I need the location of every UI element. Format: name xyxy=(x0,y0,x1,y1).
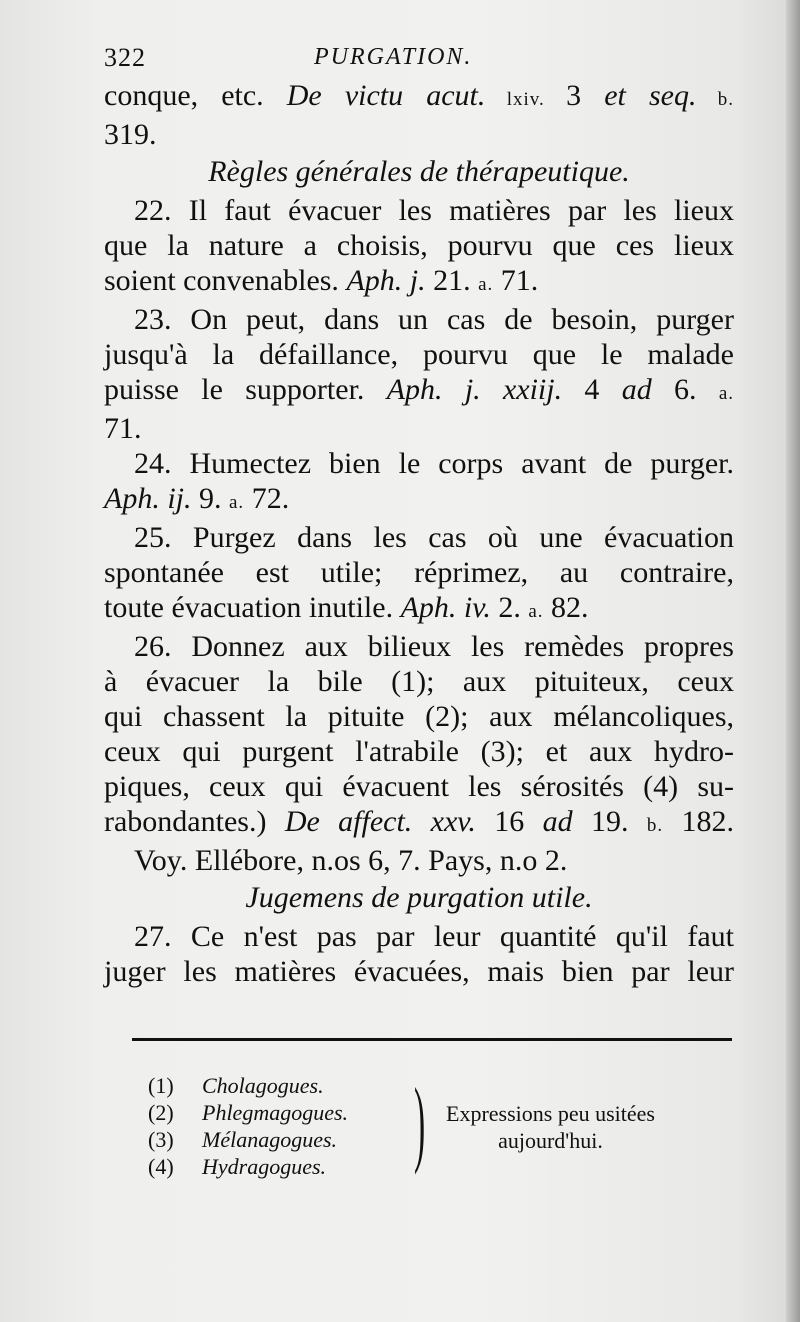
paragraph-26-line: ceux qui purgent l'atrabile (3); et aux hydro- xyxy=(104,735,734,768)
section-heading: Jugemens de purgation utile. xyxy=(245,881,593,914)
paragraph-23-line: 23. On peut, dans un cas de besoin, purger xyxy=(134,303,734,336)
page-edge-shadow xyxy=(786,0,800,1322)
paragraph-26-line: à évacuer la bile (1); aux pituiteux, ceux xyxy=(104,665,734,698)
paragraph-22-line: que la nature a choisis, pourvu que ces lieux xyxy=(104,229,734,262)
paragraph-22-line: soient convenables. Aph. j. 21. a. 71. xyxy=(104,264,539,297)
footnote-rule xyxy=(132,1038,732,1041)
paragraph-27-line: juger les matières évacuées, mais bien par leur xyxy=(104,955,734,988)
paragraph-26-line: 26. Donnez aux bilieux les remèdes propres xyxy=(134,630,734,663)
paragraph-25-line: toute évacuation inutile. Aph. iv. 2. a. 82. xyxy=(104,591,589,624)
footnote-item: (3) Mélanagogues. xyxy=(148,1127,338,1152)
page-number: 322 xyxy=(104,43,146,72)
footnote-item: (4) Hydragogues. xyxy=(148,1154,327,1179)
footnote-item: (2) Phlegmagogues. xyxy=(148,1100,349,1125)
paragraph-24-line: Aph. ij. 9. a. 72. xyxy=(104,482,290,515)
cross-reference-line: Voy. Ellébore, n.os 6, 7. Pays, n.o 2. xyxy=(134,844,568,877)
running-head xyxy=(104,40,734,78)
paragraph-24-line: 24. Humectez bien le corps avant de purger. xyxy=(134,447,734,480)
paragraph-23-line: puisse le supporter. Aph. j. xxiij. 4 ad 6. a. xyxy=(104,373,735,406)
paragraph-25-line: 25. Purgez dans les cas où une évacuation xyxy=(134,521,734,554)
paragraph-25-line: spontanée est utile; réprimez, au contraire, xyxy=(104,556,734,589)
paragraph-27-line: 27. Ce n'est pas par leur quantité qu'il faut xyxy=(134,920,734,953)
paragraph-26-line: qui chassent la pituite (2); aux mélancoliques, xyxy=(104,700,734,733)
main-text xyxy=(104,40,734,989)
paragraph-26-line: piques, ceux qui évacuent les sérosités (4) su- xyxy=(104,770,734,803)
text-line: 319. xyxy=(104,118,157,151)
text-line: conque, etc. De victu acut. lxiv. 3 et seq. b. xyxy=(104,79,735,112)
footnote-note: Expressions peu usitées aujourd'hui. xyxy=(446,1101,655,1153)
paragraph-23-line: 71. xyxy=(104,412,142,445)
right-brace: ) xyxy=(414,1068,426,1175)
paragraph-23-line: jusqu'à la défaillance, pourvu que le malade xyxy=(104,338,734,371)
paragraph-22-line: 22. Il faut évacuer les matières par les lieux xyxy=(134,194,734,227)
footnotes xyxy=(148,1068,738,1180)
footnote-item: (1) Cholagogues. xyxy=(148,1073,324,1098)
paragraph-26-line: rabondantes.) De affect. xxv. 16 ad 19. b. 182. xyxy=(104,805,735,838)
running-title: PURGATION. xyxy=(314,44,473,70)
section-heading: Règles générales de thérapeutique. xyxy=(208,155,630,188)
